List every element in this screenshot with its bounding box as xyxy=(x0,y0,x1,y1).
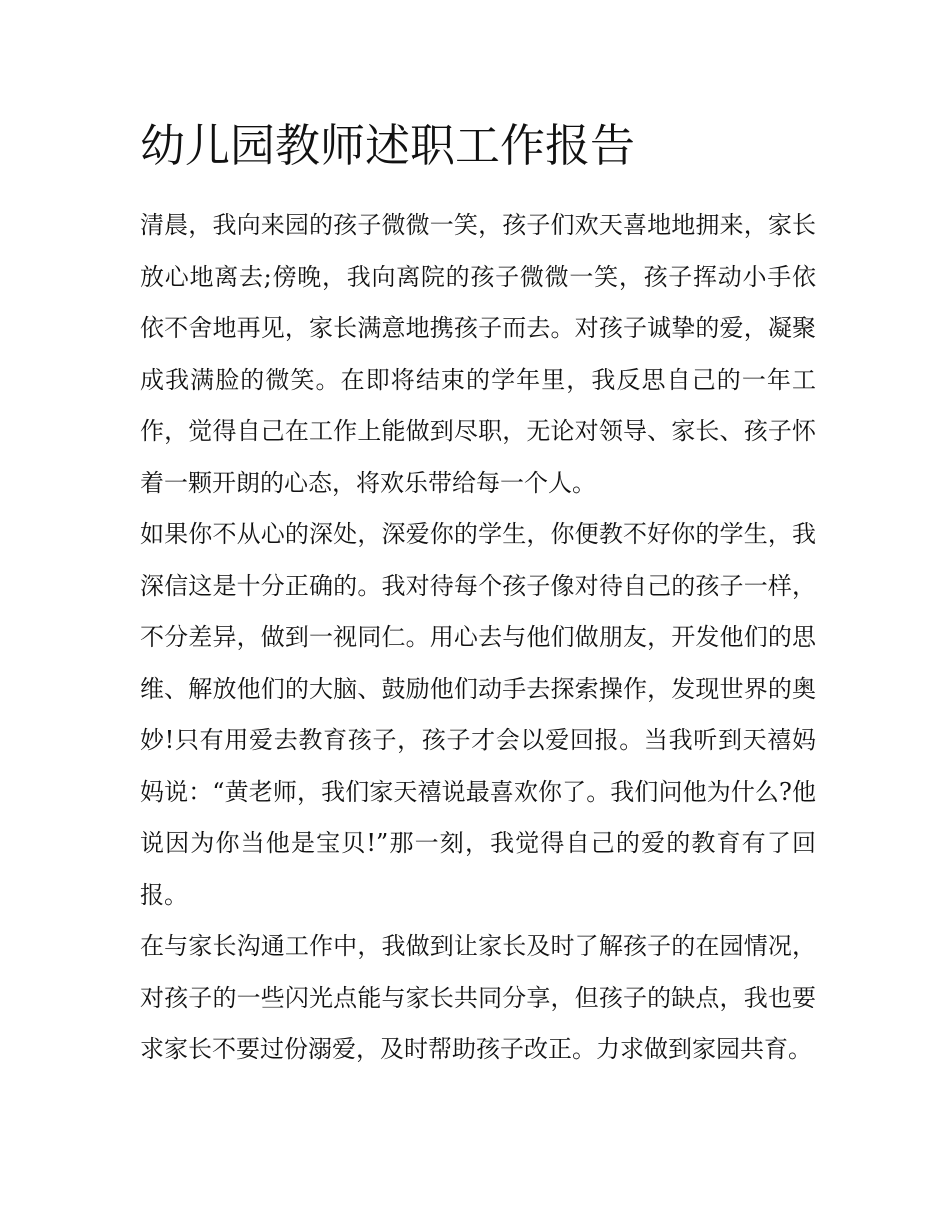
paragraph-1: 清晨，我向来园的孩子微微一笑，孩子们欢天喜地地拥来，家长放心地离去;傍晚，我向离院的孩子微微一笑，孩子挥动小手依依不舍地再见，家长满意地携孩子而去。对孩子诚挚的爱，凝聚成我满脸的微笑。在即将结束的学年里，我反思自己的一年工作，觉得自己在工作上能做到尽职，无论对领导、家长、孩子怀着一颗开朗的心态，将欢乐带给每一个人。 xyxy=(140,211,816,497)
paragraph-2: 如果你不从心的深处，深爱你的学生，你便教不好你的学生，我深信这是十分正确的。我对待每个孩子像对待自己的孩子一样，不分差异，做到一视同仁。用心去与他们做朋友，开发他们的思维、解放他们的大脑、鼓励他们动手去探索操作，发现世界的奥妙!只有用爱去教育孩子，孩子才会以爱回报。当我听到天禧妈妈说：“黄老师，我们家天禧说最喜欢你了。我们问他为什么?他说因为你当他是宝贝!”那一刻，我觉得自己的爱的教育有了回报。 xyxy=(140,520,816,909)
document-body xyxy=(140,112,816,1076)
paragraph-3: 在与家长沟通工作中，我做到让家长及时了解孩子的在园情况，对孩子的一些闪光点能与家长共同分享，但孩子的缺点，我也要求家长不要过份溺爱，及时帮助孩子改正。力求做到家园共育。 xyxy=(140,932,816,1063)
document-title: 幼儿园教师述职工作报告 xyxy=(140,119,636,172)
